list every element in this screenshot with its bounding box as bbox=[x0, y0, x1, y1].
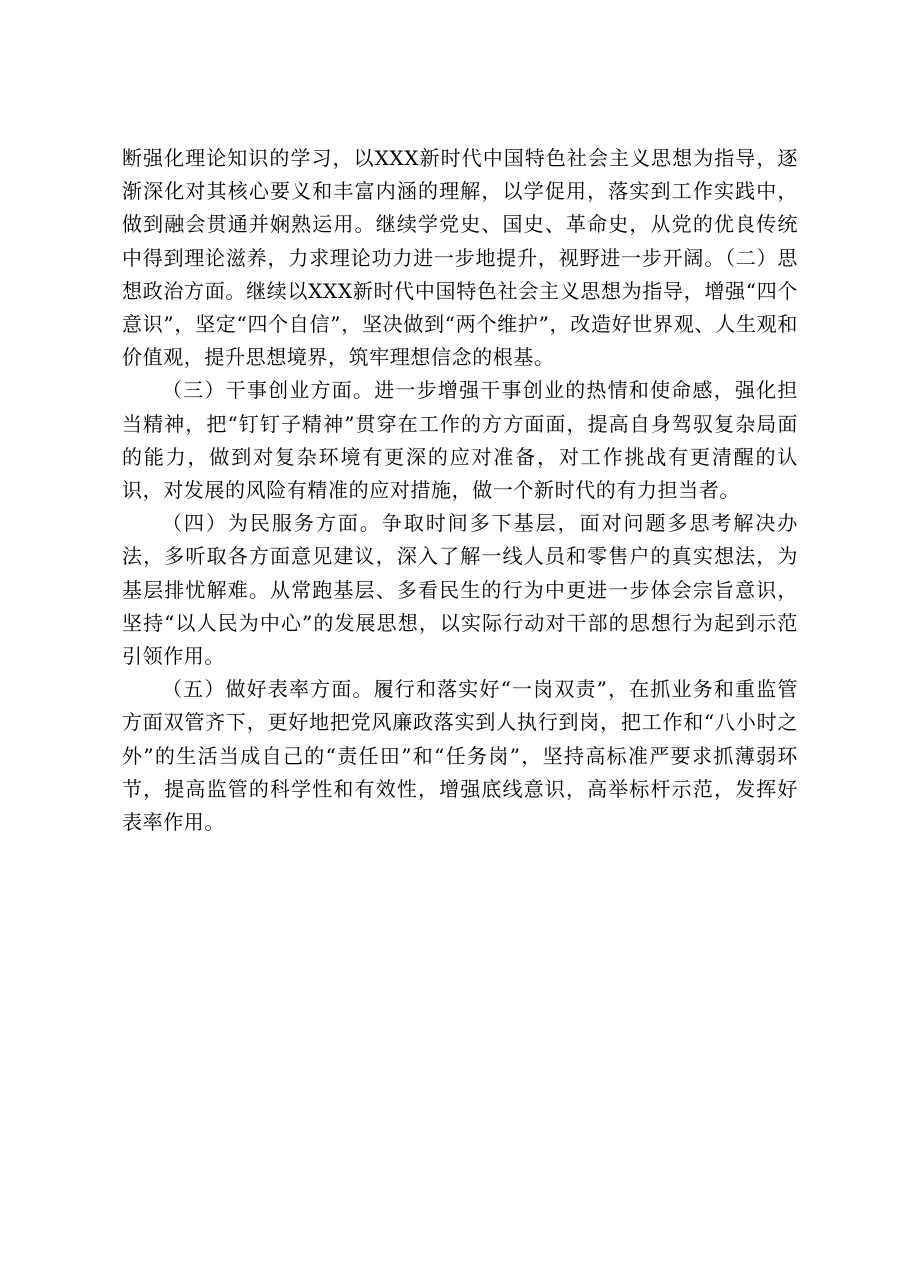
paragraph-4: （五）做好表率方面。履行和落实好“一岗双责”，在抓业务和重监管方面双管齐下，更好地把党风廉政落实到人执行到岗，把工作和“八小时之外”的生活当成自己的“责任田”和“任务岗”，坚持高标准严要求抓薄弱环节，提高监管的科学性和有效性，增强底线意识，高举标杆示范，发挥好表率作用。 bbox=[122, 677, 798, 835]
paragraph-1: 断强化理论知识的学习，以XXX新时代中国特色社会主义思想为指导，逐渐深化对其核心要义和丰富内涵的理解，以学促用，落实到工作实践中，做到融会贯通并娴熟运用。继续学党史、国史、革命史，从党的优良传统中得到理论滋养，力求理论功力进一步地提升，视野进一步开阔。（二）思想政治方面。继续以XXX新时代中国特色社会主义思想为指导，增强“四个意识”，坚定“四个自信”，坚决做到“两个维护”，改造好世界观、人生观和价值观，提升思想境界，筑牢理想信念的根基。 bbox=[122, 146, 798, 370]
paragraph-2: （三）干事创业方面。进一步增强干事创业的热情和使命感，强化担当精神，把“钉钉子精神”贯穿在工作的方方面面，提高自身驾驭复杂局面的能力，做到对复杂环境有更深的应对准备，对工作挑战有更清醒的认识，对发展的风险有精准的应对措施，做一个新时代的有力担当者。 bbox=[122, 378, 798, 503]
paragraph-3: （四）为民服务方面。争取时间多下基层，面对问题多思考解决办法，多听取各方面意见建议，深入了解一线人员和零售户的真实想法，为基层排忧解难。从常跑基层、多看民生的行为中更进一步体会宗旨意识，坚持“以人民为中心”的发展思想，以实际行动对干部的思想行为起到示范引领作用。 bbox=[122, 511, 798, 669]
document-body bbox=[122, 142, 798, 839]
